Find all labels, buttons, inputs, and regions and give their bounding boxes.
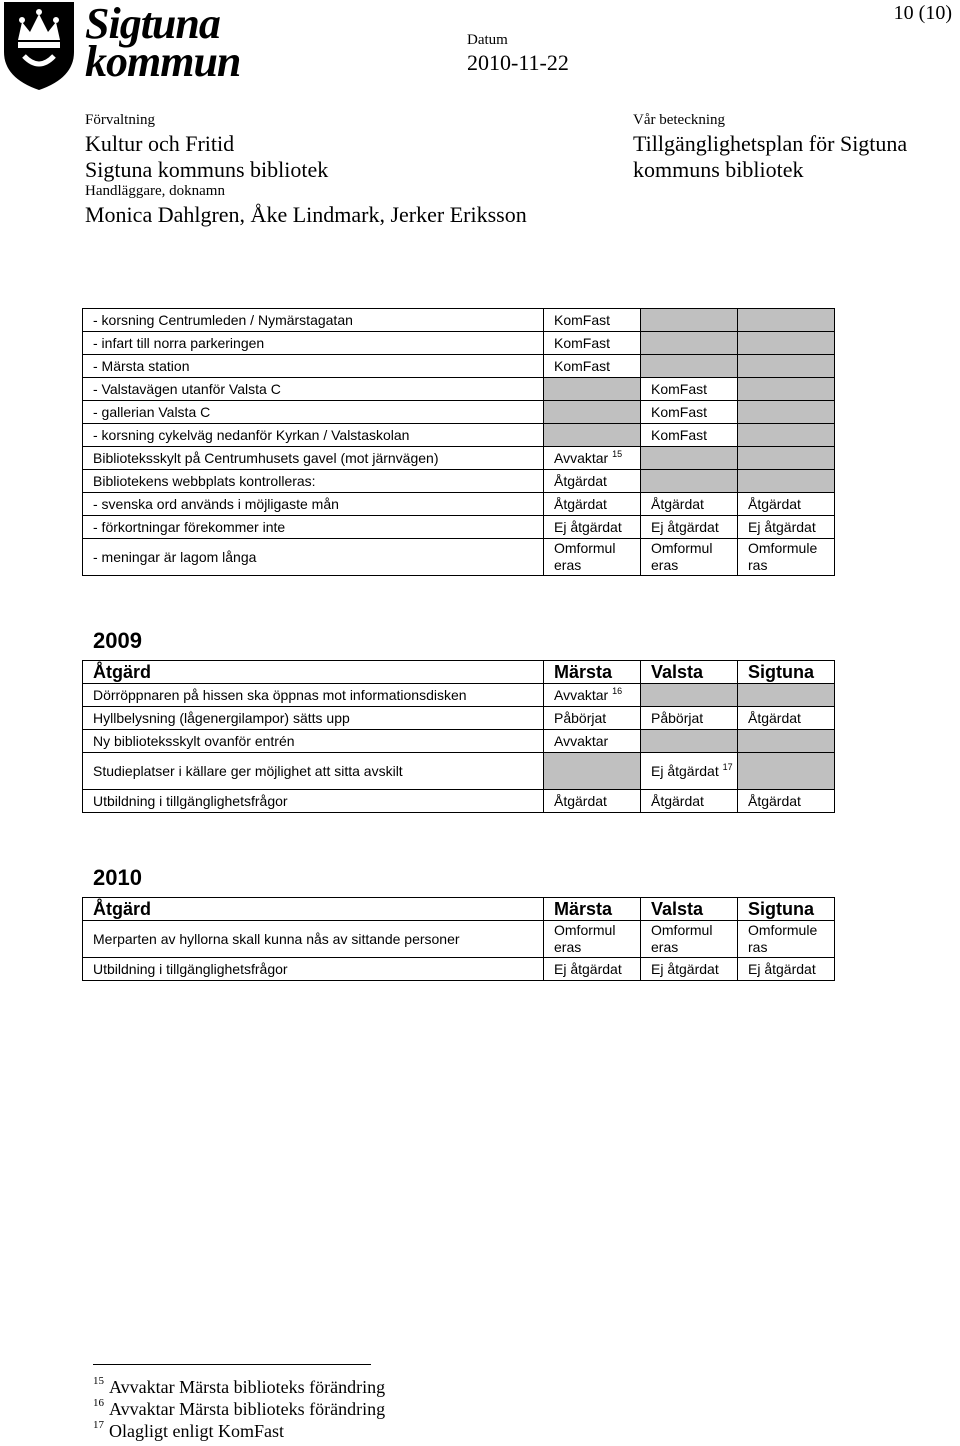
sigtuna-cell: Åtgärdat [738,493,835,516]
marsta-cell [544,684,641,707]
valsta-cell: Omformul eras [641,921,738,958]
action-cell: Biblioteksskylt på Centrumhusets gavel (mot järnvägen) [83,447,544,470]
action-cell: - korsning Centrumleden / Nymärstagatan [83,309,544,332]
footnote-ref: 17 [722,761,733,772]
cell-value: Avvaktar [554,449,609,466]
footnote-text: Avvaktar Märsta biblioteks förändring [109,1399,386,1419]
sigtuna-cell [738,447,835,470]
department-subunit: Sigtuna kommuns bibliotek [85,157,329,182]
valsta-cell [641,684,738,707]
sigtuna-cell [738,332,835,355]
action-cell: - korsning cykelväg nedanför Kyrkan / Valstaskolan [83,424,544,447]
handler-value: Monica Dahlgren, Åke Lindmark, Jerker Eriksson [85,202,527,227]
action-cell: - Märsta station [83,355,544,378]
action-cell: Ny biblioteksskylt ovanför entrén [83,730,544,753]
date-label: Datum [467,32,508,48]
marsta-cell [544,378,641,401]
marsta-cell: Påbörjat [544,707,641,730]
table-header-row [83,661,835,684]
sigtuna-cell [738,424,835,447]
table-row [83,493,835,516]
valsta-cell: KomFast [641,424,738,447]
footnote [93,1399,385,1420]
sigtuna-cell: Omformule ras [738,539,835,576]
table-row [83,790,835,813]
header-action: Åtgärd [83,898,544,921]
action-cell: - gallerian Valsta C [83,401,544,424]
action-cell: Utbildning i tillgänglighetsfrågor [83,790,544,813]
marsta-cell: Avvaktar [544,730,641,753]
footnote [93,1377,385,1398]
marsta-cell [544,447,641,470]
table-row [83,424,835,447]
table-row [83,355,835,378]
footnote-number: 17 [93,1419,104,1431]
marsta-cell: Åtgärdat [544,790,641,813]
sigtuna-cell: Ej åtgärdat [738,516,835,539]
valsta-cell: Ej åtgärdat [641,958,738,981]
section-heading-2010: 2010 [93,865,142,890]
valsta-cell: Åtgärdat [641,493,738,516]
header-action: Åtgärd [83,661,544,684]
table-row [83,684,835,707]
table-row [83,921,835,958]
action-cell: Merparten av hyllorna skall kunna nås av sittande personer [83,921,544,958]
footnote-ref: 15 [612,448,623,459]
valsta-cell: KomFast [641,378,738,401]
valsta-cell [641,355,738,378]
action-cell: Utbildning i tillgänglighetsfrågor [83,958,544,981]
marsta-cell: KomFast [544,309,641,332]
marsta-cell: Ej åtgärdat [544,958,641,981]
valsta-cell [641,447,738,470]
action-cell: - Valstavägen utanför Valsta C [83,378,544,401]
valsta-cell [641,470,738,493]
marsta-cell: Åtgärdat [544,470,641,493]
table-row [83,958,835,981]
valsta-cell: Åtgärdat [641,790,738,813]
action-cell: Hyllbelysning (lågenergilampor) sätts upp [83,707,544,730]
table-header-row [83,898,835,921]
marsta-cell [544,424,641,447]
table-row [83,730,835,753]
table-row [83,332,835,355]
measures-table-2009 [82,660,835,813]
sigtuna-cell [738,684,835,707]
cell-value: Avvaktar [554,686,609,703]
date-value: 2010-11-22 [467,50,569,75]
sigtuna-cell [738,730,835,753]
logo-text-sigtuna: Sigtuna [85,0,220,48]
page-number: 10 (10) [893,2,952,24]
cell-value: Ej åtgärdat [651,762,719,779]
reference-line-1: Tillgänglighetsplan för Sigtuna [633,131,908,156]
marsta-cell [544,753,641,790]
table-row [83,753,835,790]
valsta-cell: Ej åtgärdat [641,516,738,539]
sigtuna-cell [738,401,835,424]
marsta-cell [544,401,641,424]
sigtuna-cell [738,378,835,401]
footnote-number: 16 [93,1397,104,1409]
action-cell: Bibliotekens webbplats kontrolleras: [83,470,544,493]
marsta-cell: Ej åtgärdat [544,516,641,539]
valsta-cell [641,730,738,753]
table-row [83,378,835,401]
section-heading-2009: 2009 [93,628,142,653]
action-cell: Studieplatser i källare ger möjlighet att sitta avskilt [83,753,544,790]
valsta-cell [641,753,738,790]
header-marsta: Märsta [544,661,641,684]
header-marsta: Märsta [544,898,641,921]
reference-line-2: kommuns bibliotek [633,157,804,182]
sigtuna-kommun-logo [0,0,270,95]
header-sigtuna: Sigtuna [738,661,835,684]
footnote-text: Olagligt enligt KomFast [109,1421,284,1441]
footnote [93,1421,284,1442]
sigtuna-cell: Ej åtgärdat [738,958,835,981]
sigtuna-cell [738,355,835,378]
header-valsta: Valsta [641,661,738,684]
footnote-text: Avvaktar Märsta biblioteks förändring [109,1377,386,1397]
measures-table-2010 [82,897,835,981]
handler-label: Handläggare, doknamn [85,183,225,199]
sigtuna-cell [738,753,835,790]
logo-text-kommun: kommun [85,37,241,86]
table-row [83,401,835,424]
footnote-number: 15 [93,1375,104,1387]
header-valsta: Valsta [641,898,738,921]
sigtuna-cell: Omformule ras [738,921,835,958]
valsta-cell [641,309,738,332]
valsta-cell: Påbörjat [641,707,738,730]
table-row [83,707,835,730]
footnote-separator [93,1364,371,1365]
action-cell: - infart till norra parkeringen [83,332,544,355]
action-cell: - förkortningar förekommer inte [83,516,544,539]
table-row [83,539,835,576]
department-label: Förvaltning [85,112,155,128]
department-name: Kultur och Fritid [85,131,235,156]
valsta-cell: KomFast [641,401,738,424]
action-cell: - meningar är lagom långa [83,539,544,576]
sigtuna-cell [738,309,835,332]
header-sigtuna: Sigtuna [738,898,835,921]
marsta-cell: KomFast [544,355,641,378]
reference-label: Vår beteckning [633,112,726,128]
valsta-cell: Omformul eras [641,539,738,576]
sigtuna-cell: Åtgärdat [738,707,835,730]
valsta-cell [641,332,738,355]
marsta-cell: KomFast [544,332,641,355]
marsta-cell: Omformul eras [544,539,641,576]
table-row [83,447,835,470]
footnote-ref: 16 [612,685,623,696]
sigtuna-cell: Åtgärdat [738,790,835,813]
measures-table-continued [82,308,835,576]
table-row [83,470,835,493]
table-row [83,309,835,332]
marsta-cell: Åtgärdat [544,493,641,516]
action-cell: - svenska ord används i möjligaste mån [83,493,544,516]
table-row [83,516,835,539]
crown-emblem-icon [0,0,78,92]
marsta-cell: Omformul eras [544,921,641,958]
sigtuna-cell [738,470,835,493]
action-cell: Dörröppnaren på hissen ska öppnas mot informationsdisken [83,684,544,707]
